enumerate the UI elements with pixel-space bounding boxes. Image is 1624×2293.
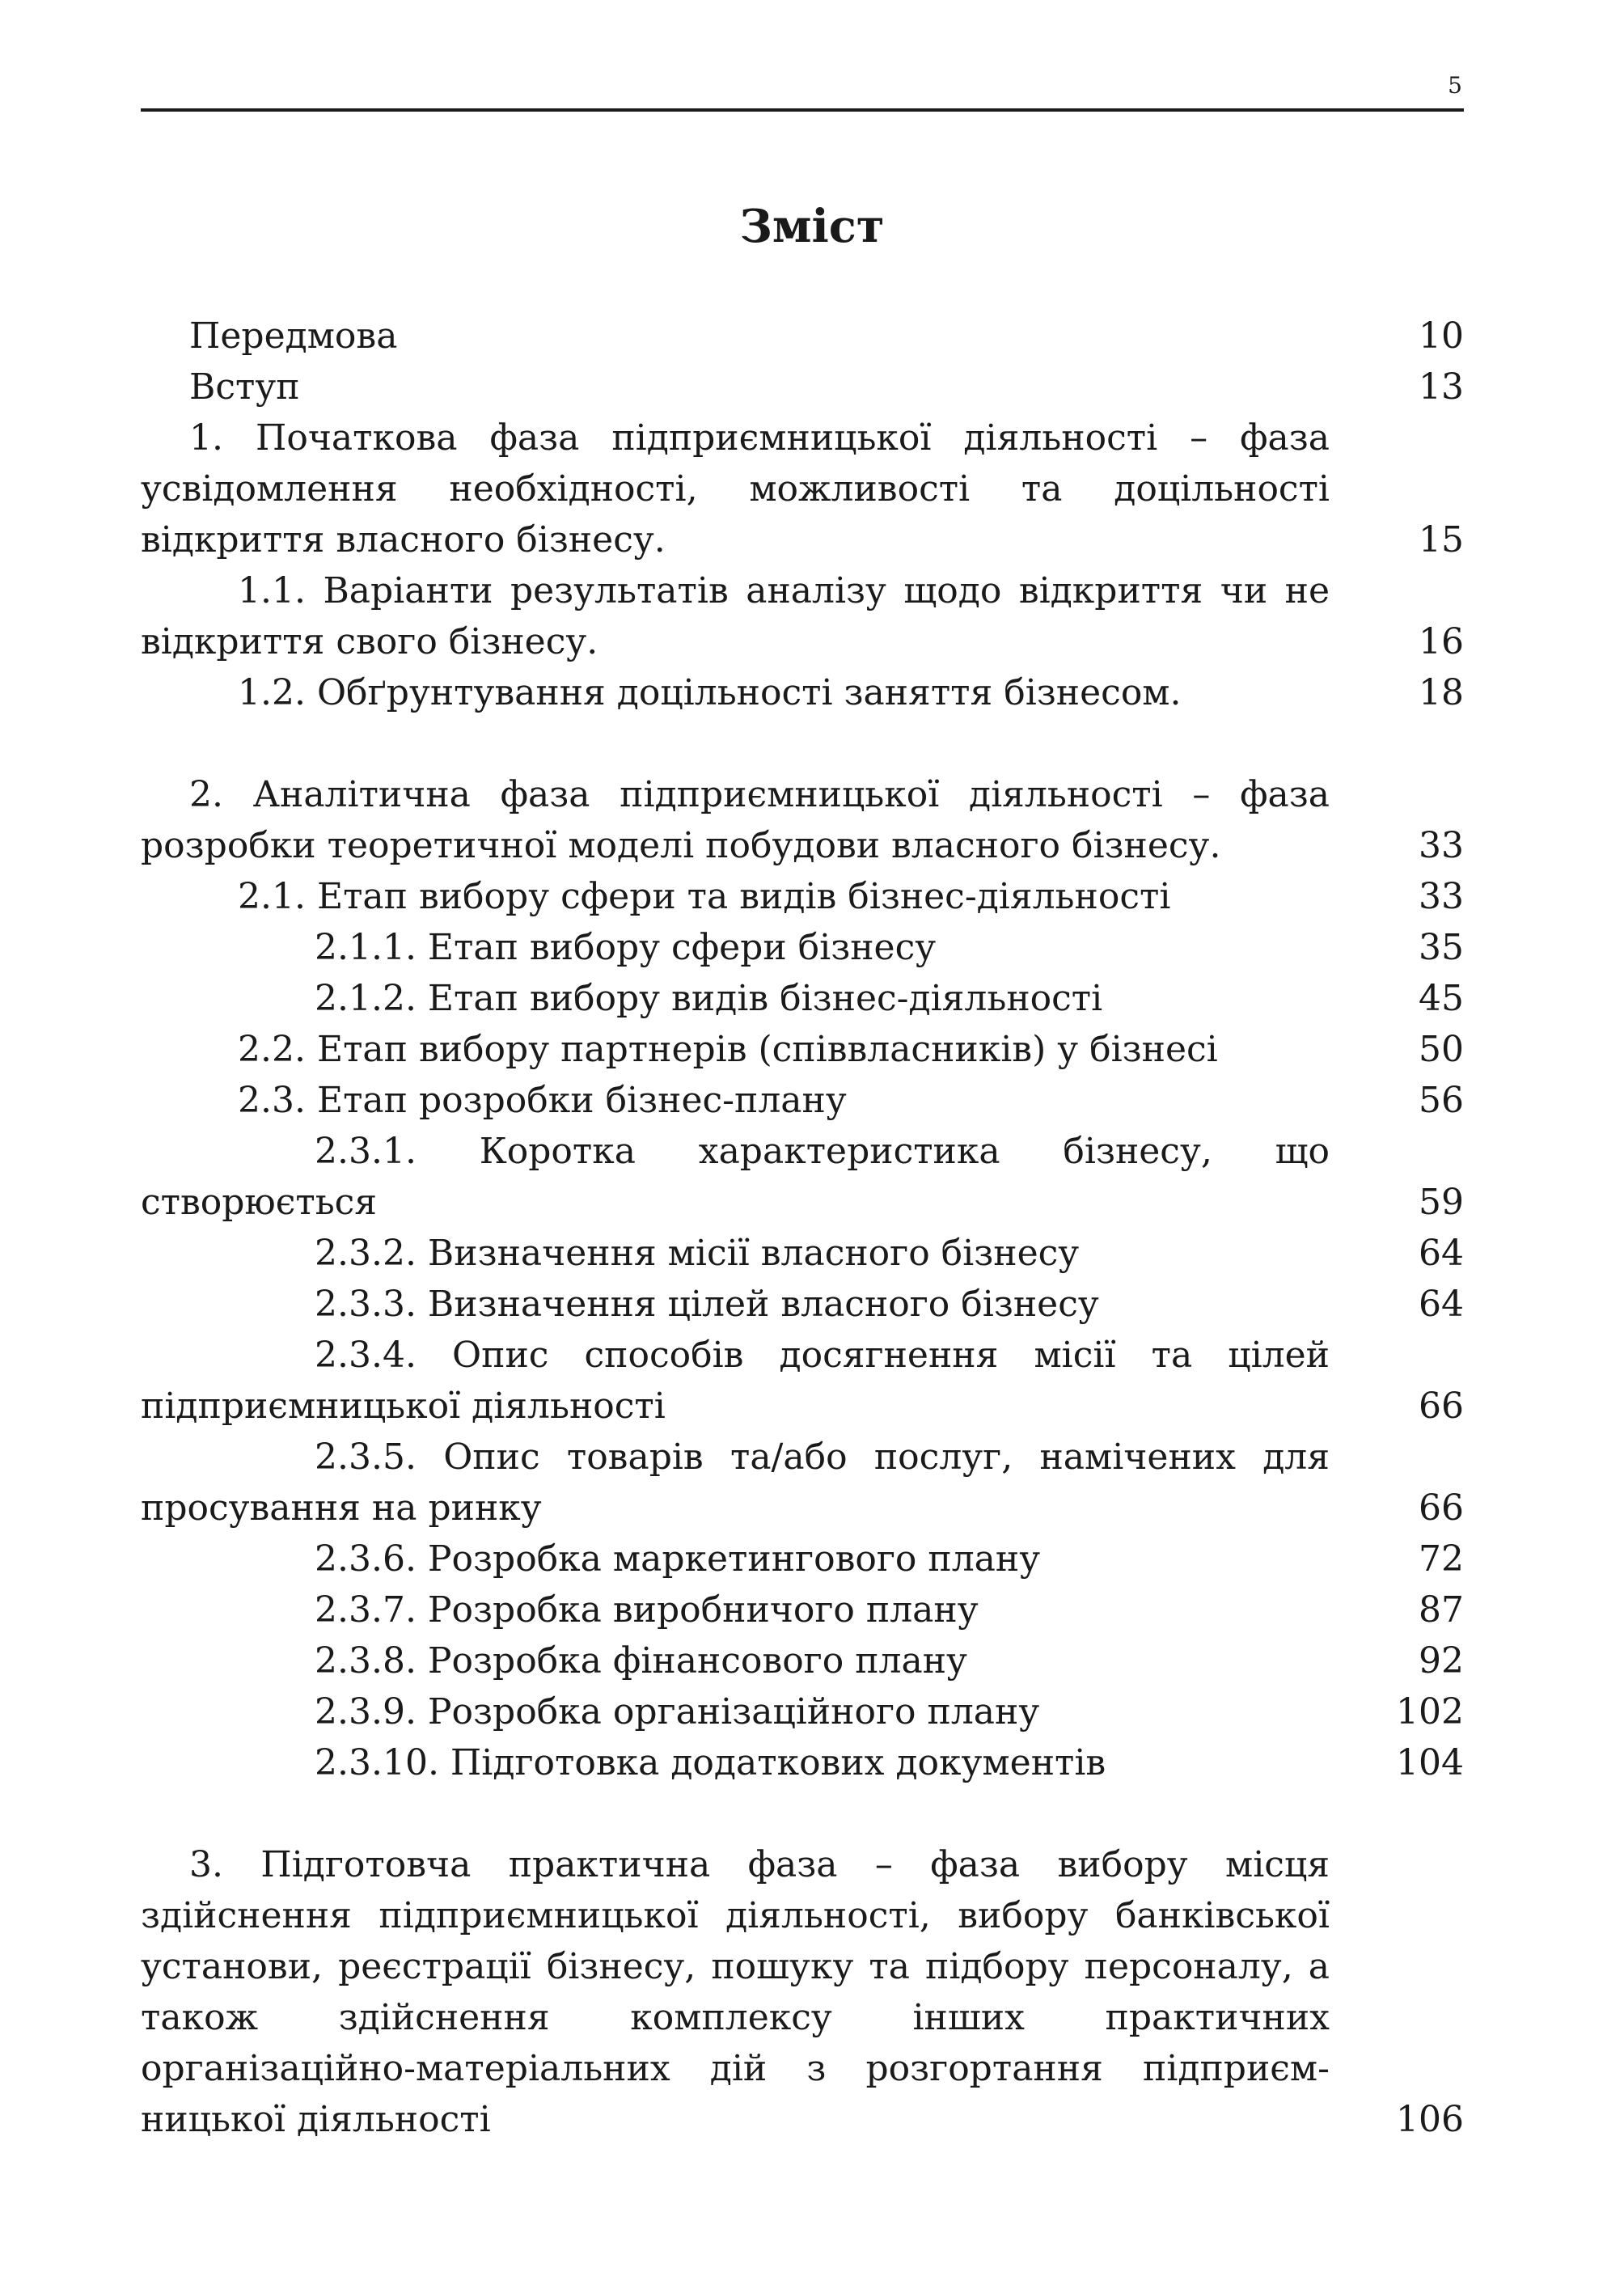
toc-entry xyxy=(141,1279,1464,1330)
toc-entry xyxy=(141,769,1464,871)
toc-entry-page: 59 xyxy=(1419,1182,1464,1223)
toc-entry-title: 2.1. Етап вибору сфери та видів бізнес-діяльності xyxy=(238,876,1171,917)
page-number: 5 xyxy=(1448,72,1462,99)
toc-entry xyxy=(141,1635,1464,1686)
header-rule xyxy=(141,108,1464,112)
toc-entry xyxy=(141,1737,1464,1788)
toc-entry xyxy=(141,1584,1464,1635)
toc-entry xyxy=(141,311,1464,362)
toc-entry xyxy=(141,667,1464,718)
toc-entry xyxy=(141,1075,1464,1126)
toc-entry xyxy=(141,1534,1464,1584)
toc-group xyxy=(141,1839,1464,2145)
toc-entry xyxy=(141,871,1464,922)
toc-entry xyxy=(141,1024,1464,1075)
toc-entry xyxy=(141,1839,1464,2145)
toc-entry xyxy=(141,1686,1464,1737)
toc-entry-title: Передмова xyxy=(189,315,398,357)
toc-entry-page: 64 xyxy=(1419,1284,1464,1325)
toc-entry-page: 66 xyxy=(1419,1487,1464,1529)
toc-entry-title: 1. Початкова фаза підприємницької діяльності – фаза усвідомлення необхідності, можливості та доцільності відкриття власного бізнесу. xyxy=(141,417,1330,561)
toc-group xyxy=(141,311,1464,718)
toc-entry-title: 2.3.5. Опис товарів та/або послуг, намічених для просування на ринку xyxy=(141,1436,1330,1529)
toc-entry-title: 2.3.3. Визначення цілей власного бізнесу xyxy=(315,1284,1099,1325)
toc-entry-title: 2.3.8. Розробка фінансового плану xyxy=(315,1640,967,1682)
toc-entry-title: 3. Підготовча практична фаза – фаза вибору місця здійснення підприємницької діяльності, вибору банківської установи, реєстрації бізнесу, пошуку та підбору персоналу, а також здійснення комплексу інших практичних організаційно-матеріальних дій з розгортання підприєм-ницької діяльності xyxy=(141,1844,1330,2140)
toc-entry-title: 2.1.1. Етап вибору сфери бізнесу xyxy=(315,927,937,968)
toc-entry xyxy=(141,922,1464,973)
toc-entry xyxy=(141,1228,1464,1279)
toc-entry-page: 104 xyxy=(1396,1742,1464,1783)
toc-entry-page: 10 xyxy=(1419,315,1464,357)
toc-entry-page: 92 xyxy=(1419,1640,1464,1682)
toc-entry xyxy=(141,412,1464,565)
toc-entry-page: 33 xyxy=(1419,825,1464,866)
page-title: Зміст xyxy=(739,200,885,253)
toc-entry-title: 1.1. Варіанти результатів аналізу щодо відкриття чи не відкриття свого бізнесу. xyxy=(141,570,1330,662)
toc-entry-page: 56 xyxy=(1419,1080,1464,1121)
toc-entry-page: 45 xyxy=(1419,978,1464,1019)
toc-entry-page: 16 xyxy=(1419,621,1464,662)
table-of-contents xyxy=(141,311,1464,2145)
toc-entry xyxy=(141,1330,1464,1432)
toc-entry-title: Вступ xyxy=(189,366,300,408)
toc-entry-title: 2.3.7. Розробка виробничого плану xyxy=(315,1589,979,1631)
toc-entry-title: 2.3.1. Коротка характеристика бізнесу, що створюється xyxy=(141,1131,1330,1223)
toc-entry-page: 15 xyxy=(1419,519,1464,561)
toc-entry-title: 2.2. Етап вибору партнерів (співвласників) у бізнесі xyxy=(238,1029,1218,1070)
toc-entry-title: 2.1.2. Етап вибору видів бізнес-діяльності xyxy=(315,978,1103,1019)
toc-entry-title: 2. Аналітична фаза підприємницької діяльності – фаза розробки теоретичної моделі побудови власного бізнесу. xyxy=(141,774,1330,866)
toc-entry-page: 33 xyxy=(1419,876,1464,917)
toc-entry-page: 18 xyxy=(1419,672,1464,713)
toc-entry xyxy=(141,1126,1464,1228)
toc-entry-page: 50 xyxy=(1419,1029,1464,1070)
toc-entry-page: 106 xyxy=(1396,2099,1464,2140)
toc-entry xyxy=(141,1432,1464,1534)
toc-entry xyxy=(141,973,1464,1024)
toc-entry xyxy=(141,565,1464,667)
toc-entry-title: 2.3.6. Розробка маркетингового плану xyxy=(315,1538,1041,1580)
toc-entry-title: 2.3.10. Підготовка додаткових документів xyxy=(315,1742,1106,1783)
toc-entry-title: 2.3. Етап розробки бізнес-плану xyxy=(238,1080,847,1121)
toc-entry-page: 64 xyxy=(1419,1233,1464,1274)
toc-entry-title: 2.3.4. Опис способів досягнення місії та цілей підприємницької діяльності xyxy=(141,1335,1330,1427)
toc-entry-title: 2.3.2. Визначення місії власного бізнесу xyxy=(315,1233,1080,1274)
toc-entry-title: 2.3.9. Розробка організаційного плану xyxy=(315,1691,1040,1732)
toc-entry-page: 87 xyxy=(1419,1589,1464,1631)
toc-group xyxy=(141,769,1464,1788)
toc-entry-page: 66 xyxy=(1419,1386,1464,1427)
toc-entry-page: 72 xyxy=(1419,1538,1464,1580)
toc-entry-page: 13 xyxy=(1419,366,1464,408)
toc-entry-title: 1.2. Обґрунтування доцільності заняття бізнесом. xyxy=(238,672,1182,713)
toc-entry xyxy=(141,362,1464,412)
toc-entry-page: 35 xyxy=(1419,927,1464,968)
toc-entry-page: 102 xyxy=(1396,1691,1464,1732)
